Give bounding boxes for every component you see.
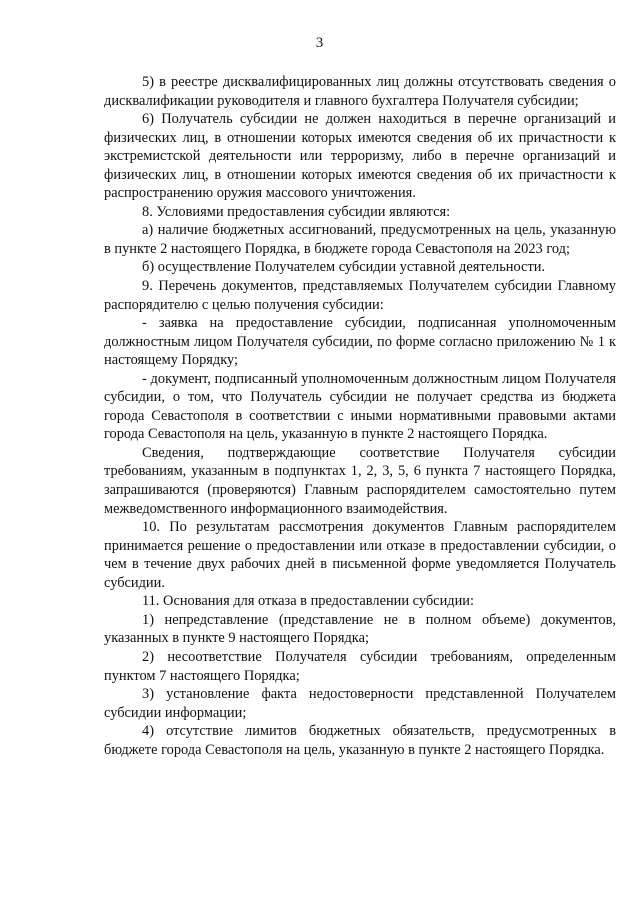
- paragraph-document-application: - заявка на предоставление субсидии, подписанная уполномоченным должностным лицом Получателя субсидии, по форме согласно приложению № 1 к настоящему Порядку;: [104, 315, 616, 369]
- paragraph-item-6-extremism-list: 6) Получатель субсидии не должен находиться в перечне организаций и физических лиц, в отношении которых имеются сведения об их причастности к экстремистской деятельности или терроризму, либо в перечне организаций и физических лиц, в отношении которых имеются сведения об их причастности к распространению оружия массового уничтожения.: [104, 111, 616, 202]
- paragraph-section-9-heading: 9. Перечень документов, представляемых Получателем субсидии Главному распорядителю с целью получения субсидии:: [104, 278, 616, 313]
- paragraph-refusal-3: 3) установление факта недостоверности представленной Получателем субсидии информации;: [104, 686, 616, 721]
- paragraph-verification-info: Сведения, подтверждающие соответствие Получателя субсидии требованиям, указанным в подпунктах 1, 2, 3, 5, 6 пункта 7 настоящего Порядка, запрашиваются (проверяются) Главным распорядителем самостоятельно путем межведомственного информационного взаимодействия.: [104, 444, 616, 517]
- paragraph-refusal-1: 1) непредставление (представление не в полном объеме) документов, указанных в пункте 9 настоящего Порядка;: [104, 611, 616, 647]
- paragraph-section-11-heading: 11. Основания для отказа в предоставлении субсидии:: [142, 593, 474, 610]
- paragraph-condition-a: а) наличие бюджетных ассигнований, предусмотренных на цель, указанную в пункте 2 настоящего Порядка, в бюджете города Севастополя на 2023 год;: [104, 222, 616, 257]
- paragraph-item-5-disqualified-persons: 5) в реестре дисквалифицированных лиц должны отсутствовать сведения о дисквалификации руководителя и главного бухгалтера Получателя субсидии;: [104, 74, 616, 109]
- page-number: 3: [315, 35, 324, 51]
- paragraph-refusal-4: 4) отсутствие лимитов бюджетных обязательств, предусмотренных в бюджете города Севастополя на цель, указанную в пункте 2 настоящего Порядка.: [104, 723, 616, 758]
- paragraph-condition-b: б) осуществление Получателем субсидии уставной деятельности.: [142, 259, 546, 276]
- paragraph-refusal-2: 2) несоответствие Получателя субсидии требованиям, определенным пунктом 7 настоящего Порядка;: [104, 648, 616, 684]
- paragraph-section-8-heading: 8. Условиями предоставления субсидии являются:: [142, 203, 451, 220]
- paragraph-document-statement: - документ, подписанный уполномоченным должностным лицом Получателя субсидии, о том, что Получатель субсидии не получает средства из бюджета города Севастополя в соответствии с иными нормативными правовыми актами города Севастополя на цель, указанную в пункте 2 настоящего Порядка.: [104, 370, 616, 443]
- paragraph-section-10: 10. По результатам рассмотрения документов Главным распорядителем принимается решение о предоставлении или отказе в предоставлении субсидии, о чем в течение двух рабочих дней в письменной форме уведомляется Получатель субсидии.: [104, 519, 616, 591]
- document-body: [104, 73, 616, 759]
